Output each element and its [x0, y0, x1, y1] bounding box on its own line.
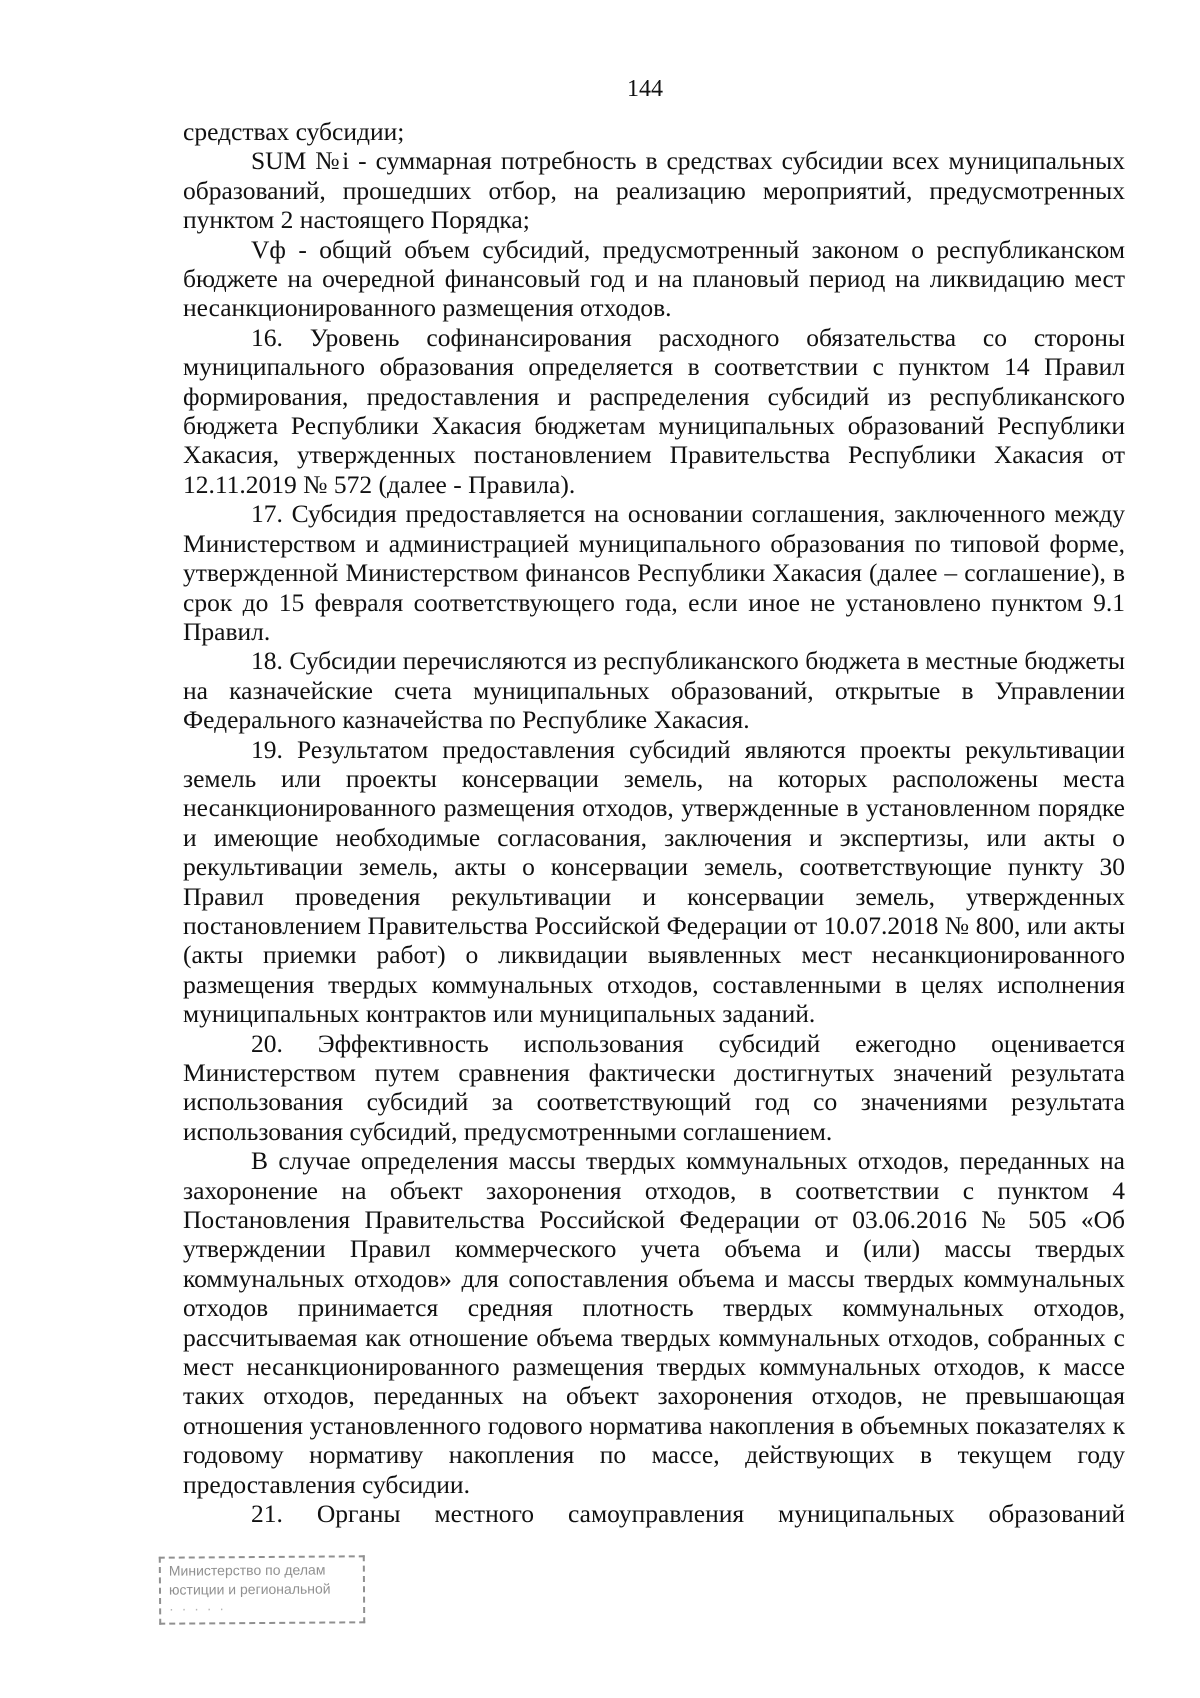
paragraph-19: 19. Результатом предоставления субсидий являются проекты рекультивации земель или проекты консервации земель, на которых расположены места несанкционированного размещения отходов, утвержденные в установленном порядке и имеющие необходимые согласования, заключения и экспертизы, или акты о рекультивации земель, акты о консервации земель, соответствующие пункту 30 Правил проведения рекультивации и консервации земель, утвержденных постановлением Правительства Российской Федерации от 10.07.2018 № 800, или акты (акты приемки работ) о ликвидации выявленных мест несанкционированного размещения твердых коммунальных отходов, составленными в целях исполнения муниципальных контрактов или муниципальных заданий. [183, 734, 1125, 1029]
registration-stamp [159, 1555, 365, 1624]
paragraph-21: 21. Органы местного самоуправления муниципальных образований [251, 1499, 1125, 1529]
document-body [183, 117, 1125, 1529]
page-number: 144 [627, 76, 663, 102]
paragraph-continuation: средствах субсидии; [183, 117, 405, 146]
paragraph-16: 16. Уровень софинансирования расходного обязательства со стороны муниципального образования определяется в соответствии с пунктом 14 Правил формирования, предоставления и распределения субсидий из республиканского бюджета Республики Хакасия бюджетам муниципальных образований Республики Хакасия, утвержденных постановлением Правительства Республики Хакасия от 12.11.2019 № 572 (далее - Правила). [183, 322, 1125, 499]
paragraph-sum-definition: SUM №i - суммарная потребность в средствах субсидии всех муниципальных образований, прошедших отбор, на реализацию мероприятий, предусмотренных пунктом 2 настоящего Порядка; [183, 146, 1125, 235]
paragraph-17: 17. Субсидия предоставляется на основании соглашения, заключенного между Министерством и администрацией муниципального образования по типовой форме, утвержденной Министерством финансов Республики Хакасия (далее – соглашение), в срок до 15 февраля соответствующего года, если иное не установлено пунктом 9.1 Правил. [183, 499, 1125, 646]
paragraph-vf-definition: Vф - общий объем субсидий, предусмотренный законом о республиканском бюджете на очередной финансовый год и на плановый период на ликвидацию мест несанкционированного размещения отходов. [183, 234, 1125, 323]
paragraph-20: 20. Эффективность использования субсидий ежегодно оценивается Министерством путем сравнения фактически достигнутых значений результата использования субсидий за соответствующий год со значениями результата использования субсидий, предусмотренными соглашением. [183, 1028, 1125, 1146]
paragraph-mass-calculation: В случае определения массы твердых коммунальных отходов, переданных на захоронение на объект захоронения отходов, в соответствии с пунктом 4 Постановления Правительства Российской Федерации от 03.06.2016 № 505 «Об утверждении Правил коммерческого учета объема и (или) массы твердых коммунальных отходов» для сопоставления объема и массы твердых коммунальных отходов принимается средняя плотность твердых коммунальных отходов, рассчитываемая как отношение объема твердых коммунальных отходов, собранных с мест несанкционированного размещения твердых коммунальных отходов, к массе таких отходов, переданных на объект захоронения отходов, не превышающая отношения установленного годового норматива накопления в объемных показателях к годовому нормативу накопления по массе, действующих в текущем году предоставления субсидии. [183, 1146, 1125, 1499]
paragraph-18: 18. Субсидии перечисляются из республиканского бюджета в местные бюджеты на казначейские счета муниципальных образований, открытые в Управлении Федерального казначейства по Республике Хакасия. [183, 646, 1125, 735]
stamp-line-3: · · · · · [169, 1600, 227, 1617]
stamp-line-1: Министерство по делам [168, 1561, 326, 1579]
stamp-line-2: юстиции и региональной [168, 1580, 331, 1598]
